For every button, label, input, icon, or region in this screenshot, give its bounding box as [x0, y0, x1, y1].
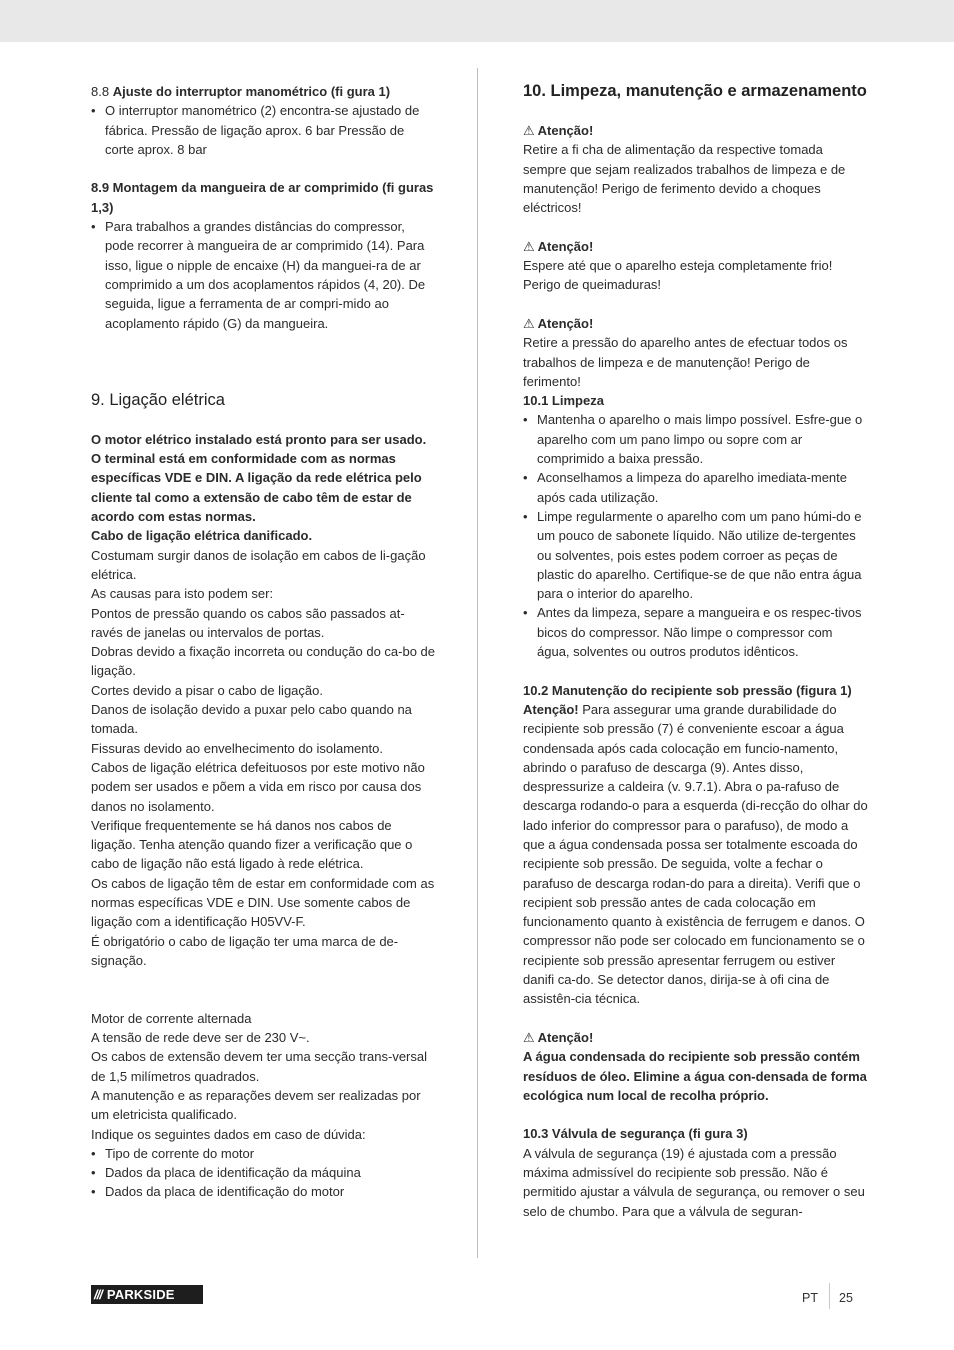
- page-number: 25: [839, 1291, 853, 1305]
- section-10-2-text: Atenção! Para assegurar uma grande durabilidade do recipiente sob pressão (7) é conveniente escoar a água condensada após cada colocação em funcio-namento, abrindo o parafuso de descarga (9). Antes disso, despressurize a caldeira (v. 9.7.1). Abra o pa-rafuso de descarga rodando-o para a esquerda (di-recção do olhar do lado inferior do compressor para o parafuso), de modo a que a água condensada possa ser totalmente escoada do recipiente sob pressão. De seguida, volte a fechar o parafuso de descarga rodan-do para a direita). Verifi que o recipient sob pressão antes de cada colocação em funcionamento quanto à existência de ferrugem e danos. O compressor não pode ser colocado em funcionamento se o recipiente sob pressão apresentar ferrugem ou estiver danifi ca-do. Se detector danos, dirija-se à ofi cina de assistên-cia técnica.: [523, 701, 868, 1007]
- section-10-3-text: A válvula de segurança (19) é ajustada com a pressão máxima admissível do recipiente sob pressão. Não é permitido ajustar a válvula de segurança, ou remover o seu selo de chumbo. Para que a válvula de seguran-: [523, 1145, 865, 1219]
- right-column: [523, 80, 868, 1221]
- warning-icon: ⚠: [523, 315, 535, 331]
- section-10-3-title: 10.3 Válvula de segurança (fi gura 3): [523, 1126, 748, 1142]
- warning-text: A água condensada do recipiente sob pressão contém resíduos de óleo. Elimine a água con-densada de forma ecológica num local de recolha próprio.: [523, 1049, 867, 1103]
- paragraph: Dobras devido a fixação incorreta ou condução do ca-bo de ligação.: [91, 644, 435, 679]
- warning-title: ⚠ Atenção!: [523, 123, 594, 138]
- list-item: • Aconselhamos a limpeza do aparelho imediata-mente após cada utilização.: [523, 468, 868, 507]
- list-item: • Limpe regularmente o aparelho com um pano húmi-do e um pouco de sabonete líquido. Não utilize de-tergentes ou solventes, pois estes podem corroer as peças de plastic do aparelho. Certifique-se de que não entra água para o interior do aparelho.: [523, 507, 868, 603]
- warning-title: ⚠ Atenção!: [523, 315, 594, 331]
- paragraph: Os cabos de ligação têm de estar em conformidade com as normas específicas VDE e DIN. Use somente cabos de ligação com a identificação H05VV-F.: [91, 875, 435, 930]
- warning-title: ⚠ Atenção!: [523, 238, 594, 254]
- warning-icon: ⚠: [523, 123, 535, 138]
- column-divider: [477, 68, 478, 1258]
- paragraph: Danos de isolação devido a puxar pelo cabo quando na tomada.: [91, 702, 412, 737]
- warning-text: Espere até que o aparelho esteja completamente frio! Perigo de queimaduras!: [523, 258, 833, 293]
- cleaning-list: [523, 410, 868, 661]
- section-10-2-title: 10.2 Manutenção do recipiente sob pressão (figura 1): [523, 682, 852, 698]
- section-9-heading: 9. Ligação elétrica: [91, 390, 225, 409]
- paragraph: Verifique frequentemente se há danos nos cabos de ligação. Tenha atenção quando fizer a verificação que o cabo de ligação não está ligado à rede elétrica.: [91, 817, 413, 872]
- top-gray-band: [0, 0, 954, 42]
- list-item: • Tipo de corrente do motor: [91, 1144, 436, 1163]
- paragraph: As causas para isto podem ser:: [91, 586, 274, 602]
- warning-text: Retire a fi cha de alimentação da respective tomada sempre que sejam realizados trabalhos de limpeza e de manutenção! Perigo de ferimento devido a choques eléctricos!: [523, 142, 846, 216]
- warning-icon: ⚠: [523, 1029, 535, 1045]
- list-item: • Antes da limpeza, separe a mangueira e os respec-tivos bicos do compressor. Não limpe o compressor com água, solventes ou outros produtos idênticos.: [523, 603, 868, 661]
- footer-divider: [829, 1283, 830, 1309]
- paragraph: A tensão de rede deve ser de 230 V~.: [91, 1030, 310, 1046]
- damaged-cable-title: Cabo de ligação elétrica danificado.: [91, 528, 313, 544]
- list-item: • O interruptor manométrico (2) encontra-se ajustado de fábrica. Pressão de ligação aprox. 6 bar Pressão de corte aprox. 8 bar: [91, 101, 436, 159]
- list-item: • Dados da placa de identificação da máquina: [91, 1163, 436, 1182]
- list-item: • Mantenha o aparelho o mais limpo possível. Esfre-gue o aparelho com um pano limpo ou sopre com ar comprimido a baixa pressão.: [523, 410, 868, 468]
- list-item: • Para trabalhos a grandes distâncias do compressor, pode recorrer à mangueira de ar comprimido (14). Para isso, ligue o nipple de encaixe (H) da manguei-ra de ar comprimido a um dos acoplamentos rápidos (4, 20). De seguida, ligue a ferramenta de ar compri-mido ao acoplamento rápido (G) da mangueira.: [91, 217, 436, 333]
- language-code: PT: [802, 1291, 818, 1305]
- paragraph: Indique os seguintes dados em caso de dúvida:: [91, 1126, 366, 1142]
- section-8-8-title: 8.8 Ajuste do interruptor manométrico (fi gura 1): [91, 84, 391, 99]
- paragraph: É obrigatório o cabo de ligação ter uma marca de de-signação.: [91, 933, 399, 968]
- warning-icon: ⚠: [523, 238, 535, 254]
- section-10-heading: 10. Limpeza, manutenção e armazenamento: [523, 82, 867, 100]
- section-10-1-title: 10.1 Limpeza: [523, 393, 604, 409]
- paragraph: Cabos de ligação elétrica defeituosos por este motivo não podem ser usados e põem a vida em risco por causa dos danos no isolamento.: [91, 759, 425, 814]
- section-8-9-title: 8.9 Montagem da mangueira de ar comprimido (fi guras 1,3): [91, 180, 434, 215]
- paragraph: A manutenção e as reparações devem ser realizadas por um eletricista qualificado.: [91, 1087, 421, 1123]
- warning-text: Retire a pressão do aparelho antes de efectuar todos os trabalhos de limpeza e de manutenção! Perigo de ferimento!: [523, 335, 848, 389]
- section-8-8-list: [91, 101, 436, 159]
- section-8-9-list: [91, 217, 436, 333]
- paragraph: Costumam surgir danos de isolação em cabos de li-gação elétrica.: [91, 547, 426, 582]
- warning-title: ⚠ Atenção!: [523, 1029, 594, 1045]
- paragraph: Fissuras devido ao envelhecimento do isolamento.: [91, 740, 383, 756]
- section-9-intro: O motor elétrico instalado está pronto para ser usado. O terminal está em conformidade com as normas específicas VDE e DIN. A ligação da rede elétrica pelo cliente tal como a extensão de cabo têm de estar de acordo com estas normas.: [91, 431, 427, 525]
- motor-data-list: [91, 1144, 436, 1202]
- left-column: [91, 82, 436, 1202]
- paragraph: Cortes devido a pisar o cabo de ligação.: [91, 682, 323, 698]
- paragraph: Motor de corrente alternada: [91, 1010, 252, 1026]
- paragraph: Os cabos de extensão devem ter uma secção trans-versal de 1,5 milímetros quadrados.: [91, 1049, 427, 1084]
- parkside-logo: /// PARKSIDE: [91, 1285, 203, 1304]
- list-item: • Dados da placa de identificação do motor: [91, 1182, 436, 1201]
- paragraph: Pontos de pressão quando os cabos são passados at-ravés de janelas ou intervalos de portas.: [91, 605, 405, 640]
